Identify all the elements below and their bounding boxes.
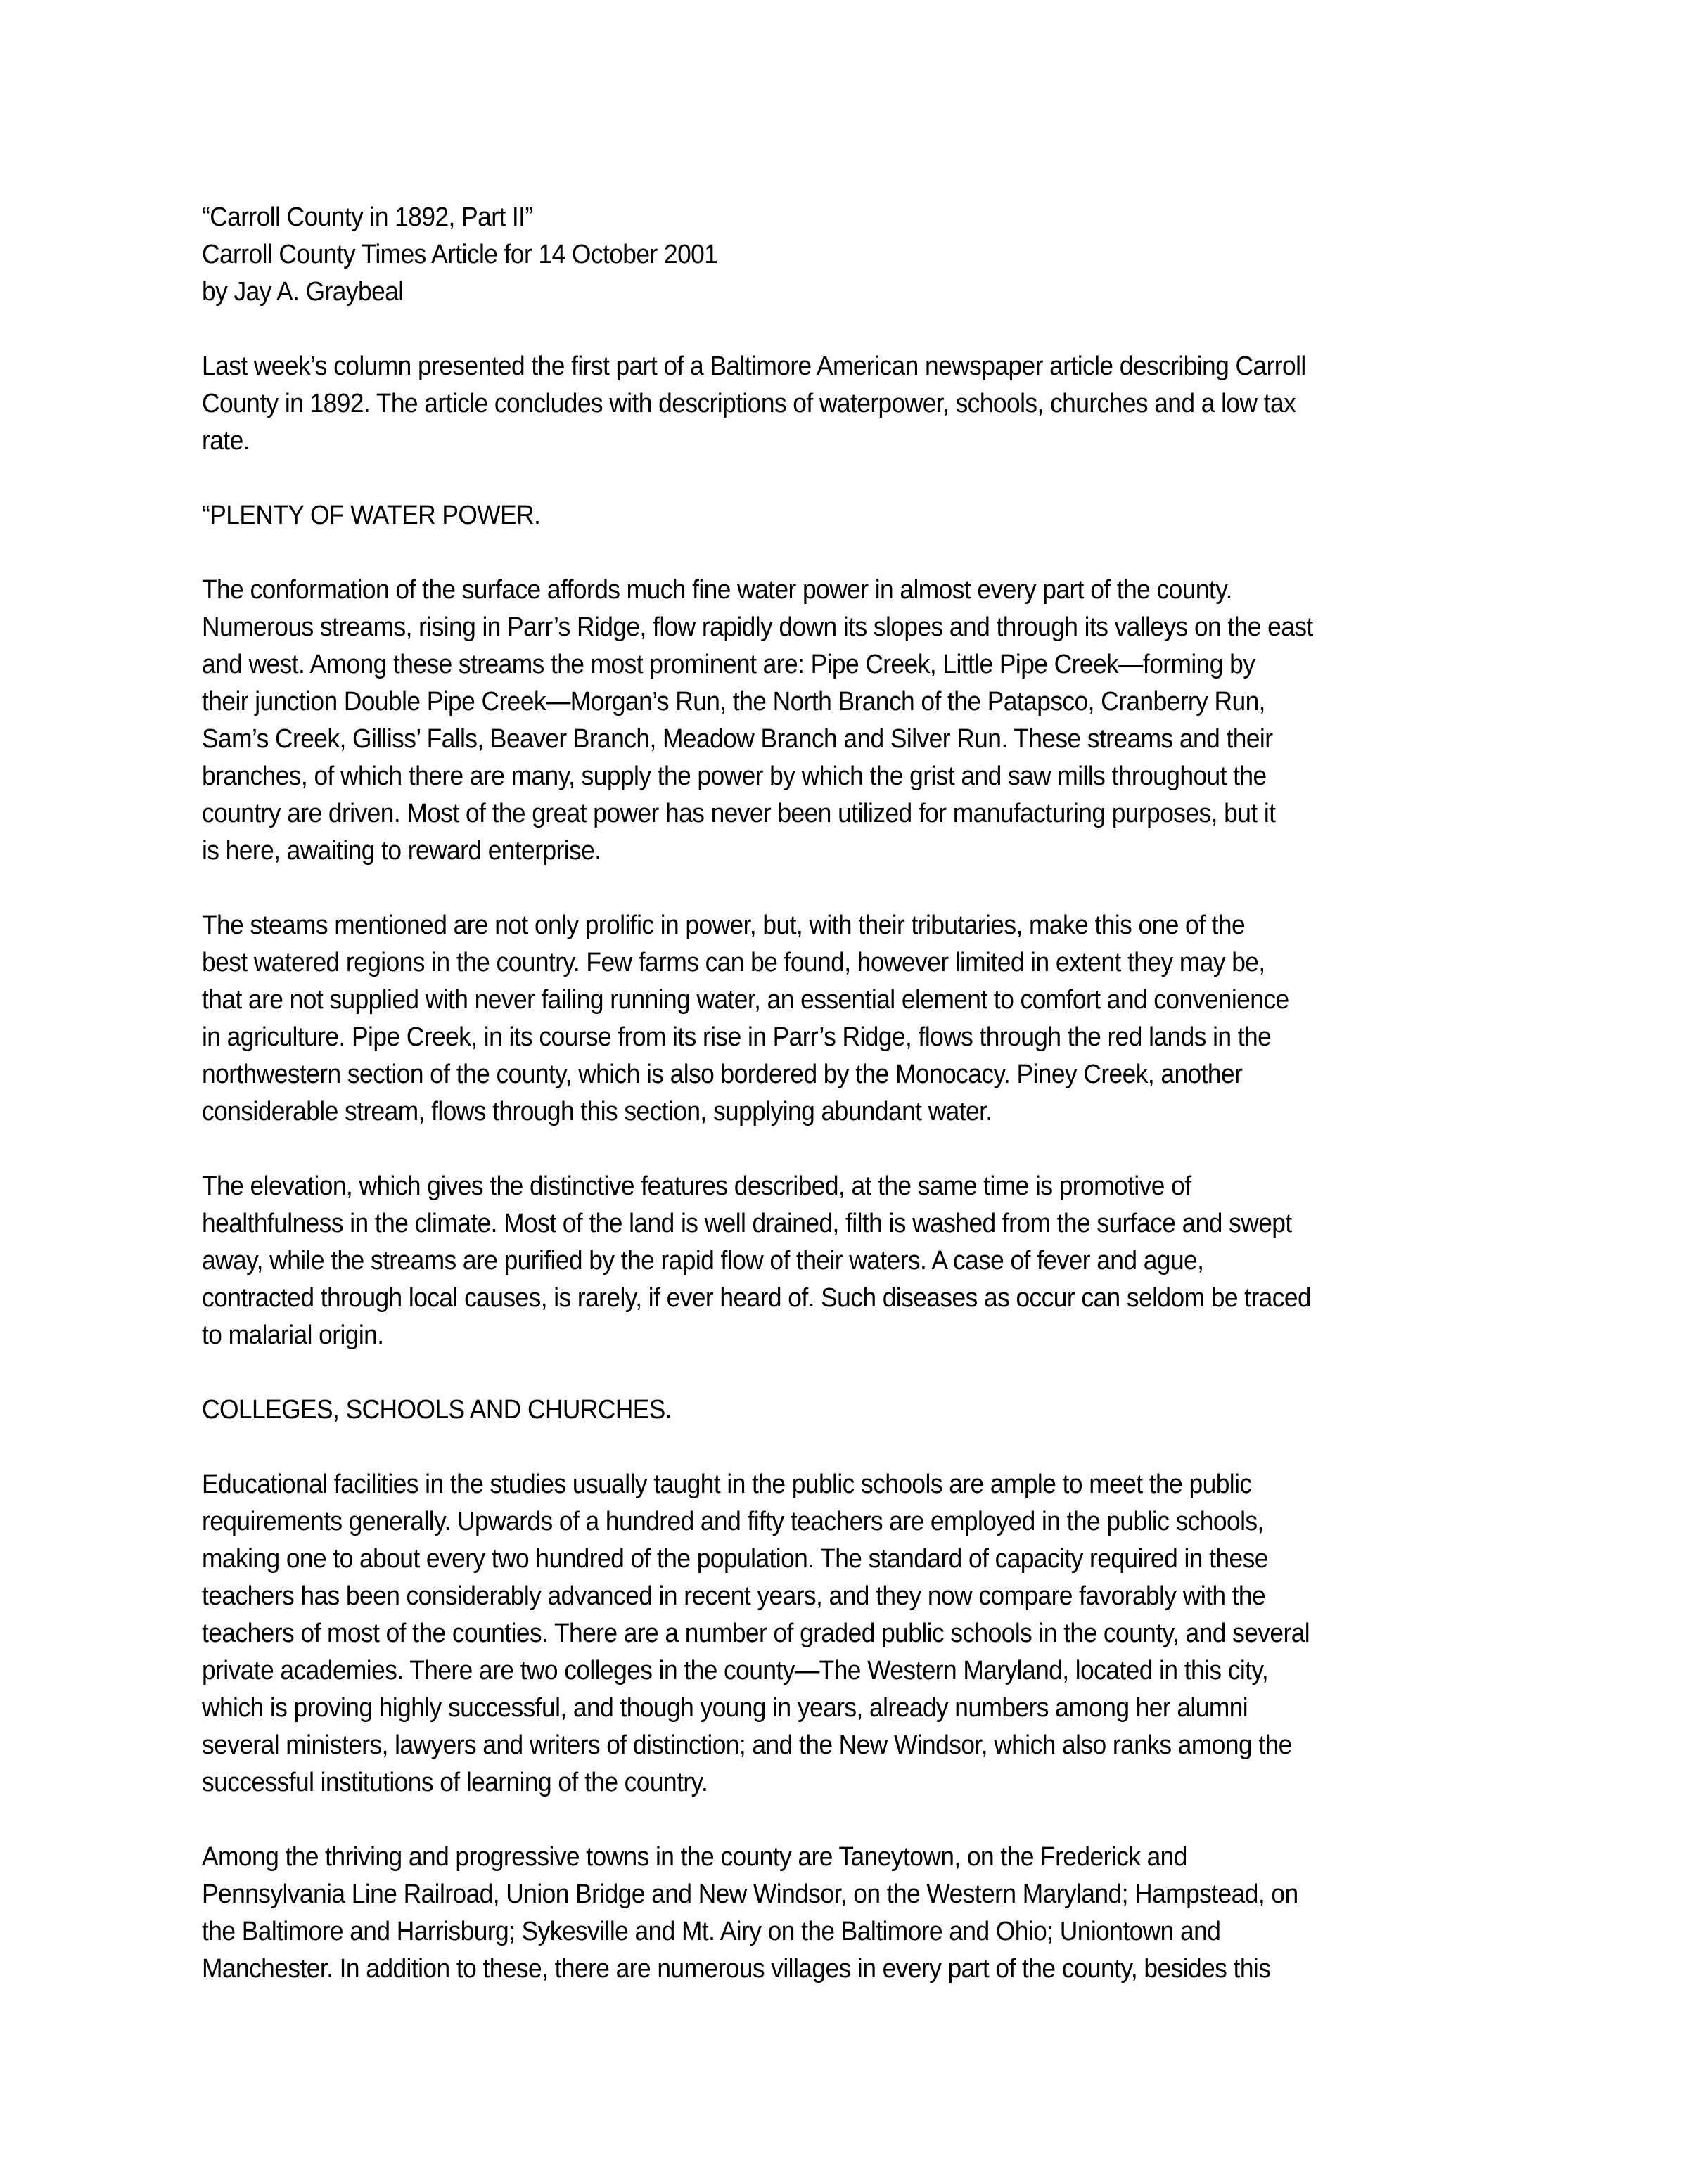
publication-line: Carroll County Times Article for 14 October 2001: [202, 240, 718, 269]
text-line: away, while the streams are purified by the rapid flow of their waters. A case of fever and ague,: [202, 1246, 1204, 1276]
text-line: Manchester. In addition to these, there are numerous villages in every part of the county, besides this: [202, 1954, 1271, 1984]
article-title: “Carroll County in 1892, Part II”: [202, 203, 533, 232]
spacer: [202, 1429, 1524, 1466]
text-line: successful institutions of learning of the country.: [202, 1768, 708, 1797]
spacer: [202, 311, 1524, 348]
text-line: teachers of most of the counties. There are a number of graded public schools in the county, and several: [202, 1619, 1310, 1648]
text-line: to malarial origin.: [202, 1321, 384, 1350]
text-line: rate.: [202, 426, 250, 456]
spacer: [202, 1801, 1524, 1839]
paragraph: [202, 1168, 1524, 1354]
section-colleges-schools-churches: [202, 1392, 1524, 1988]
section-heading: COLLEGES, SCHOOLS AND CHURCHES.: [202, 1395, 672, 1425]
text-line: and west. Among these streams the most prominent are: Pipe Creek, Little Pipe Creek—forming by: [202, 650, 1255, 679]
text-line: The elevation, which gives the distinctive features described, at the same time is promotive of: [202, 1171, 1191, 1201]
text-line: that are not supplied with never failing running water, an essential element to comfort and convenience: [202, 985, 1289, 1015]
text-line: The conformation of the surface affords much fine water power in almost every part of the county.: [202, 575, 1232, 605]
text-line: country are driven. Most of the great power has never been utilized for manufacturing purposes, but it: [202, 799, 1276, 828]
spacer: [202, 1354, 1524, 1392]
intro-paragraph: [202, 348, 1524, 460]
text-line: Educational facilities in the studies usually taught in the public schools are ample to meet the public: [202, 1470, 1252, 1499]
spacer: [202, 1131, 1524, 1168]
article-header: [202, 199, 1524, 311]
text-line: healthfulness in the climate. Most of the land is well drained, filth is washed from the surface and swept: [202, 1209, 1292, 1238]
text-line: Sam’s Creek, Gilliss’ Falls, Beaver Branch, Meadow Branch and Silver Run. These streams and their: [202, 724, 1273, 754]
section-water-power: [202, 497, 1524, 1354]
text-line: Last week’s column presented the first part of a Baltimore American newspaper article describing Carroll: [202, 352, 1306, 381]
spacer: [202, 460, 1524, 497]
document-page: [202, 199, 1524, 1988]
byline: by Jay A. Graybeal: [202, 277, 404, 307]
paragraph: [202, 1839, 1524, 1988]
text-line: The steams mentioned are not only prolific in power, but, with their tributaries, make this one of the: [202, 911, 1246, 940]
text-line: northwestern section of the county, which is also bordered by the Monocacy. Piney Creek, another: [202, 1060, 1243, 1089]
text-line: contracted through local causes, is rarely, if ever heard of. Such diseases as occur can seldom be traced: [202, 1283, 1312, 1313]
text-line: requirements generally. Upwards of a hundred and fifty teachers are employed in the public schools,: [202, 1507, 1264, 1536]
text-line: which is proving highly successful, and though young in years, already numbers among her alumni: [202, 1693, 1248, 1723]
text-line: their junction Double Pipe Creek—Morgan’s Run, the North Branch of the Patapsco, Cranberry Run,: [202, 687, 1265, 717]
text-line: Among the thriving and progressive towns in the county are Taneytown, on the Frederick and: [202, 1842, 1187, 1872]
text-line: private academies. There are two colleges in the county—The Western Maryland, located in this city,: [202, 1656, 1269, 1685]
section-heading: “PLENTY OF WATER POWER.: [202, 501, 541, 530]
spacer: [202, 870, 1524, 907]
paragraph: [202, 907, 1524, 1131]
paragraph: [202, 572, 1524, 870]
text-line: is here, awaiting to reward enterprise.: [202, 836, 601, 866]
text-line: branches, of which there are many, supply the power by which the grist and saw mills throughout the: [202, 762, 1267, 791]
text-line: County in 1892. The article concludes with descriptions of waterpower, schools, churches and a low tax: [202, 389, 1296, 418]
text-line: several ministers, lawyers and writers of distinction; and the New Windsor, which also ranks among the: [202, 1730, 1292, 1760]
text-line: making one to about every two hundred of the population. The standard of capacity required in these: [202, 1544, 1268, 1574]
text-line: considerable stream, flows through this section, supplying abundant water.: [202, 1097, 992, 1126]
text-line: best watered regions in the country. Few farms can be found, however limited in extent they may be,: [202, 948, 1265, 977]
text-line: in agriculture. Pipe Creek, in its course from its rise in Parr’s Ridge, flows through the red lands in the: [202, 1022, 1272, 1052]
text-line: Pennsylvania Line Railroad, Union Bridge and New Windsor, on the Western Maryland; Hampstead, on: [202, 1880, 1298, 1909]
spacer: [202, 534, 1524, 572]
text-line: Numerous streams, rising in Parr’s Ridge, flow rapidly down its slopes and through its valleys on the east: [202, 612, 1313, 642]
text-line: the Baltimore and Harrisburg; Sykesville and Mt. Airy on the Baltimore and Ohio; Uniontown and: [202, 1917, 1221, 1946]
text-line: teachers has been considerably advanced in recent years, and they now compare favorably with the: [202, 1581, 1266, 1611]
paragraph: [202, 1466, 1524, 1801]
